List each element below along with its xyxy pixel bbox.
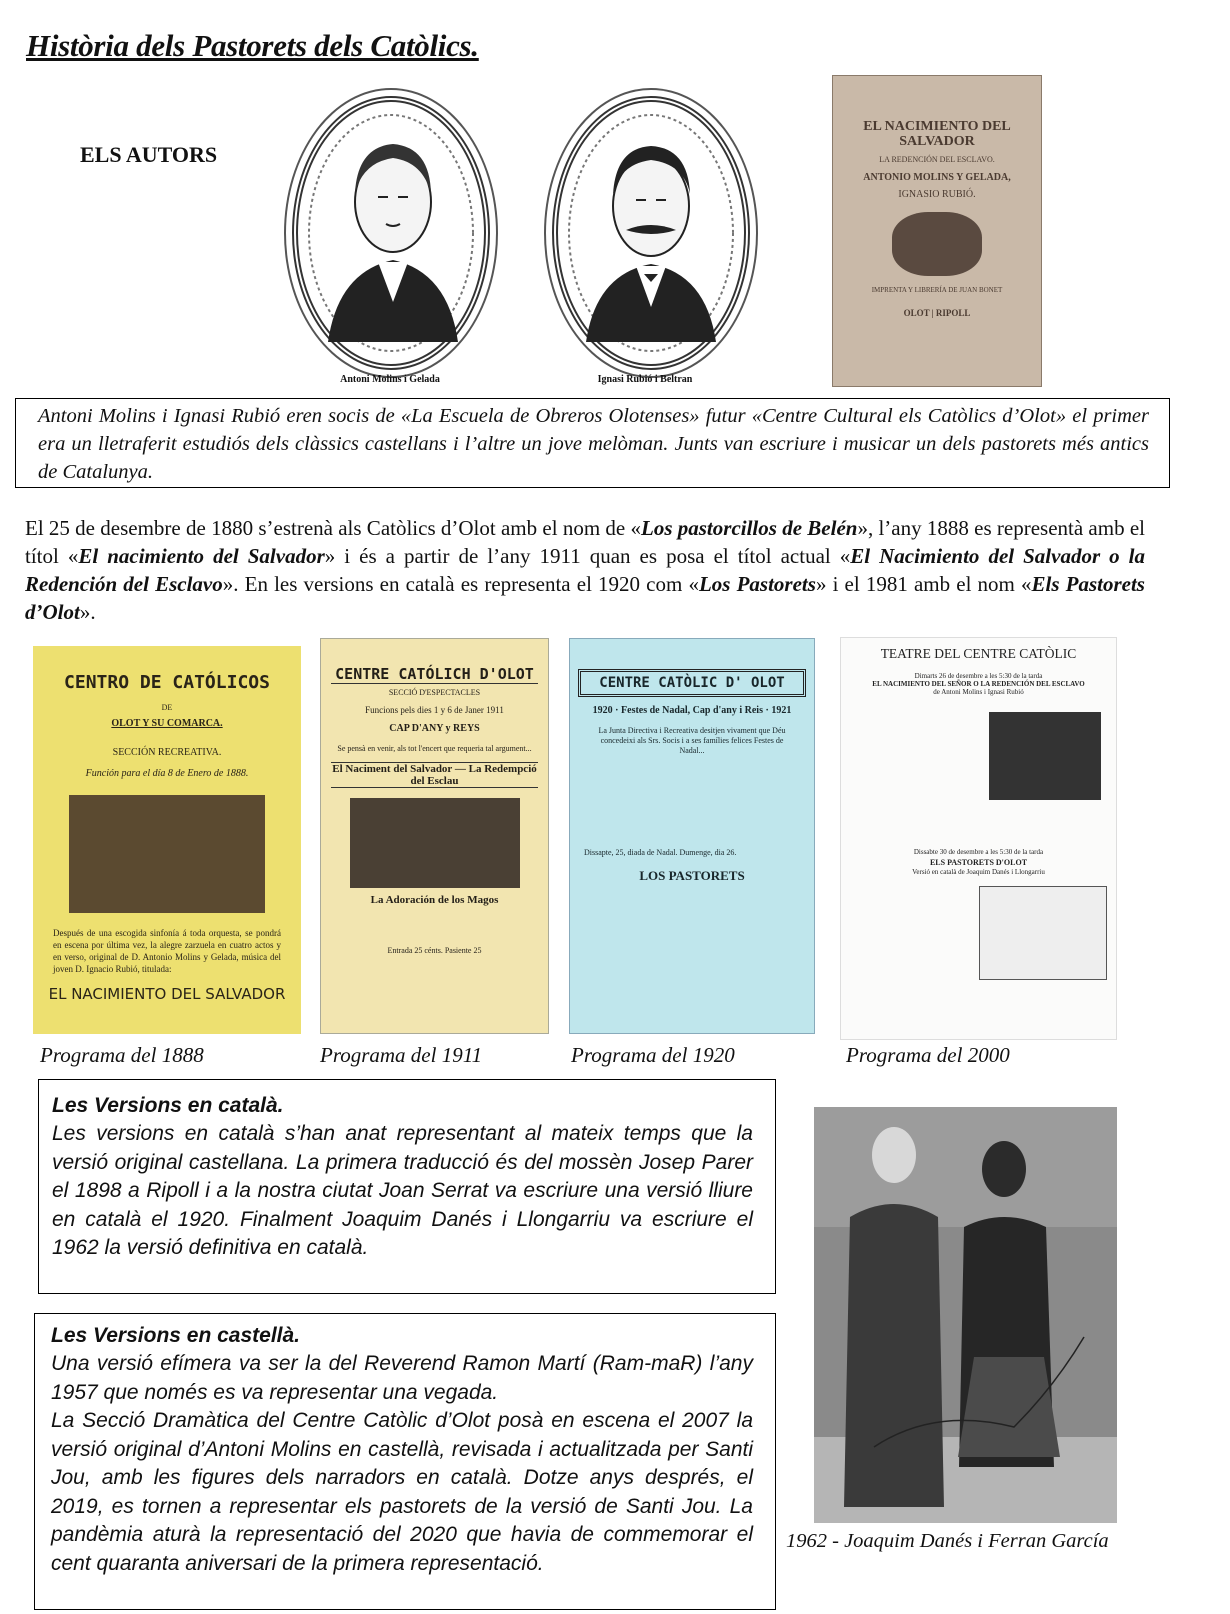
portrait-molins-engraving [298, 102, 484, 364]
program-2000-play2: ELS PASTORETS D'OLOT [929, 858, 1028, 867]
page-title: Història dels Pastorets dels Catòlics. [26, 28, 479, 63]
program-1911-engraving [350, 798, 520, 888]
portrait-rubio [552, 96, 750, 370]
program-1888-body: Después de una escogida sinfonía á toda orquesta, se pondrá en escena por última vez, la alegre zarzuela en cuatro actos y en verso, original de D. Antonio Molins y Gelada, música del joven D. Ignacio Rubió, titulada: [53, 928, 281, 974]
program-1888-caption: Programa del 1888 [40, 1043, 204, 1067]
book-cover-title: EL NACIMIENTO DEL SALVADOR [863, 119, 1011, 149]
program-1911-body: Se pensà en venir, als tot l'encert que requeria tal argument... [337, 744, 532, 753]
history-text: » i el 1981 amb el nom « [815, 572, 1032, 596]
program-1920-body: La Junta Directiva i Recreativa desitjen vivament que Déu concedeixi als Srs. Socis i a ses famílies felices Festes de Nadal... [598, 726, 786, 755]
program-1920-dates: Dissapte, 25, diada de Nadal. Dumenge, dia 26. [584, 848, 737, 857]
program-1911-play: El Naciment del Salvador — La Redempció del Esclau [332, 763, 537, 787]
program-1920-caption: Programa del 1920 [571, 1043, 735, 1067]
history-text: ». [79, 600, 96, 624]
program-1911-section: SECCIÓ D'ESPECTACLES [388, 688, 481, 697]
program-1911-sub: La Adoración de los Magos [370, 894, 499, 906]
book-cover-subtitle: LA REDENCIÓN DEL ESCLAVO. [879, 155, 995, 165]
program-1920-image [569, 638, 815, 1034]
castilian-versions-heading: Les Versions en castellà. [51, 1324, 301, 1347]
program-1920-year-left: 1920 [592, 705, 613, 716]
program-2000-photo-2 [979, 886, 1107, 980]
program-1888-section: SECCIÓN RECREATIVA. [112, 747, 222, 758]
history-title-1880: Los pastorcillos de Belén [641, 516, 858, 540]
photo-1962-caption: 1962 - Joaquim Danés i Ferran García [786, 1530, 1109, 1552]
authors-heading: ELS AUTORS [80, 142, 218, 167]
castilian-versions-text-1: Una versió efímera va ser la del Reverend Ramon Martí (Ram-maR) l’any 1957 que només es va representar una vegada. [51, 1352, 753, 1404]
catalan-versions-heading: Les Versions en català. [52, 1094, 284, 1117]
program-1911-festes: CAP D'ANY y REYS [389, 723, 480, 734]
history-title-1911: El Nacimiento del Salvador o la Redención del Esclavo [25, 544, 1145, 596]
program-1888-place: OLOT Y SU COMARCA. [111, 718, 223, 729]
history-text: », l’any 1888 es representà amb el títol « [25, 516, 1145, 568]
history-text: » i és a partir de l’any 1911 quan es posa el títol actual « [324, 544, 851, 568]
program-2000-image [840, 637, 1117, 1040]
program-2000-date1: Dimarts 26 de desembre a les 5:30 de la tarda [914, 672, 1043, 680]
program-1911-prices: Entrada 25 cénts. Pasiente 25 [387, 946, 482, 955]
program-1920-year-right: 1921 [771, 705, 792, 716]
catalan-versions-box [38, 1079, 776, 1294]
history-title-1920: Los Pastorets [698, 572, 816, 596]
portrait-rubio-engraving [558, 102, 744, 364]
history-text: ». En les versions en català es representa el 1920 com « [222, 572, 699, 596]
program-1888-de: DE [161, 703, 173, 712]
program-1888-footer: EL NACIMIENTO DEL SALVADOR [48, 985, 286, 1003]
history-title-1981: Els Pastorets d’Olot [25, 572, 1145, 624]
program-1920-header: CENTRE CATÒLIC D' OLOT [578, 669, 806, 697]
program-2000-play1: EL NACIMIENTO DEL SEÑOR O LA REDENCIÓN DEL ESCLAVO [872, 680, 1085, 688]
photo-1962 [814, 1107, 1117, 1523]
program-1888-date: Función para el día 8 de Enero de 1888. [85, 768, 249, 779]
program-2000-header: TEATRE DEL CENTRE CATÒLIC [880, 646, 1077, 661]
program-2000-version: Versió en català de Joaquim Danés i Llongarriu [912, 868, 1045, 876]
authors-intro-text: Antoni Molins i Ignasi Rubió eren socis de «La Escuela de Obreros Olotenses» futur «Centre Cultural els Catòlics d’Olot» el primer era un lletraferit estudiós dels clàssics castellans i l’altre un jove melòman. Junts van escriure i musicar un dels pastorets més antics de Catalunya. [38, 405, 1149, 483]
book-cover-location: OLOT | RIPOLL [903, 308, 971, 319]
castilian-versions-text-2: La Secció Dramàtica del Centre Catòlic d’Olot posà en escena el 2007 la versió original d’Antoni Molins en castellà, revisada i actualitzada per Santi Jou, amb les figures dels narradors en català. Dotze anys després, el 2019, es tornen a representar els pastorets de la versió de Santi Jou. La pandèmia aturà la representació del 2020 que havia de commemorar el cent quaranta aniversari de la primera representació. [51, 1409, 753, 1575]
castilian-versions-box [34, 1313, 776, 1610]
program-2000-date2: Dissabte 30 de desembre a les 5:30 de la tarda [913, 848, 1044, 856]
program-2000-caption: Programa del 2000 [846, 1043, 1010, 1067]
program-1920-play: LOS PASTORETS [639, 868, 745, 883]
program-1911-header: CENTRE CATÓLICH D'OLOT [331, 665, 538, 684]
program-1911-image [320, 638, 549, 1034]
program-1911-caption: Programa del 1911 [320, 1043, 483, 1067]
book-cover-composer: IGNASIO RUBIÓ. [898, 189, 976, 201]
photo-1962-figures [814, 1107, 1117, 1523]
book-cover-image [832, 75, 1042, 387]
book-cover-printer: IMPRENTA Y LIBRERÍA DE JUAN BONET [871, 286, 1003, 295]
portrait-molins-caption: Antoni Molins i Gelada [340, 374, 440, 385]
history-title-1888: El nacimiento del Salvador [78, 544, 325, 568]
book-cover-vignette [892, 212, 982, 276]
program-2000-authors: de Antoni Molins i Ignasi Rubió [933, 688, 1024, 696]
catalan-versions-text: Les versions en català s’han anat representant al mateix temps que la versió original castellana. La primera traducció és del mossèn Josep Parer el 1898 a Ripoll i a la nostra ciutat Joan Serrat va escriure una versió lliure en català el 1920. Finalment Joaquim Danés i Llongarriu va escriure el 1962 la versió definitiva en català. [52, 1122, 753, 1259]
book-cover-author: ANTONIO MOLINS Y GELADA, [863, 172, 1011, 184]
authors-intro-box [15, 398, 1170, 488]
program-1888-engraving [69, 795, 265, 913]
program-1888-header: CENTRO DE CATÓLICOS [64, 672, 270, 693]
program-1888-image [33, 646, 301, 1034]
history-paragraph [25, 514, 1145, 626]
program-1911-date: Funcions pels dies 1 y 6 de Janer 1911 [365, 705, 504, 715]
portrait-molins [292, 96, 490, 370]
portrait-rubio-caption: Ignasi Rubió i Beltran [597, 374, 693, 385]
program-2000-photo-1 [989, 712, 1101, 800]
program-1920-festes-text: Festes de Nadal, Cap d'any i Reis [621, 705, 763, 716]
history-text: El 25 de desembre de 1880 s’estrenà als Catòlics d’Olot amb el nom de « [25, 516, 641, 540]
program-1920-festes: 1920 · Festes de Nadal, Cap d'any i Reis · 1921 [592, 705, 792, 716]
